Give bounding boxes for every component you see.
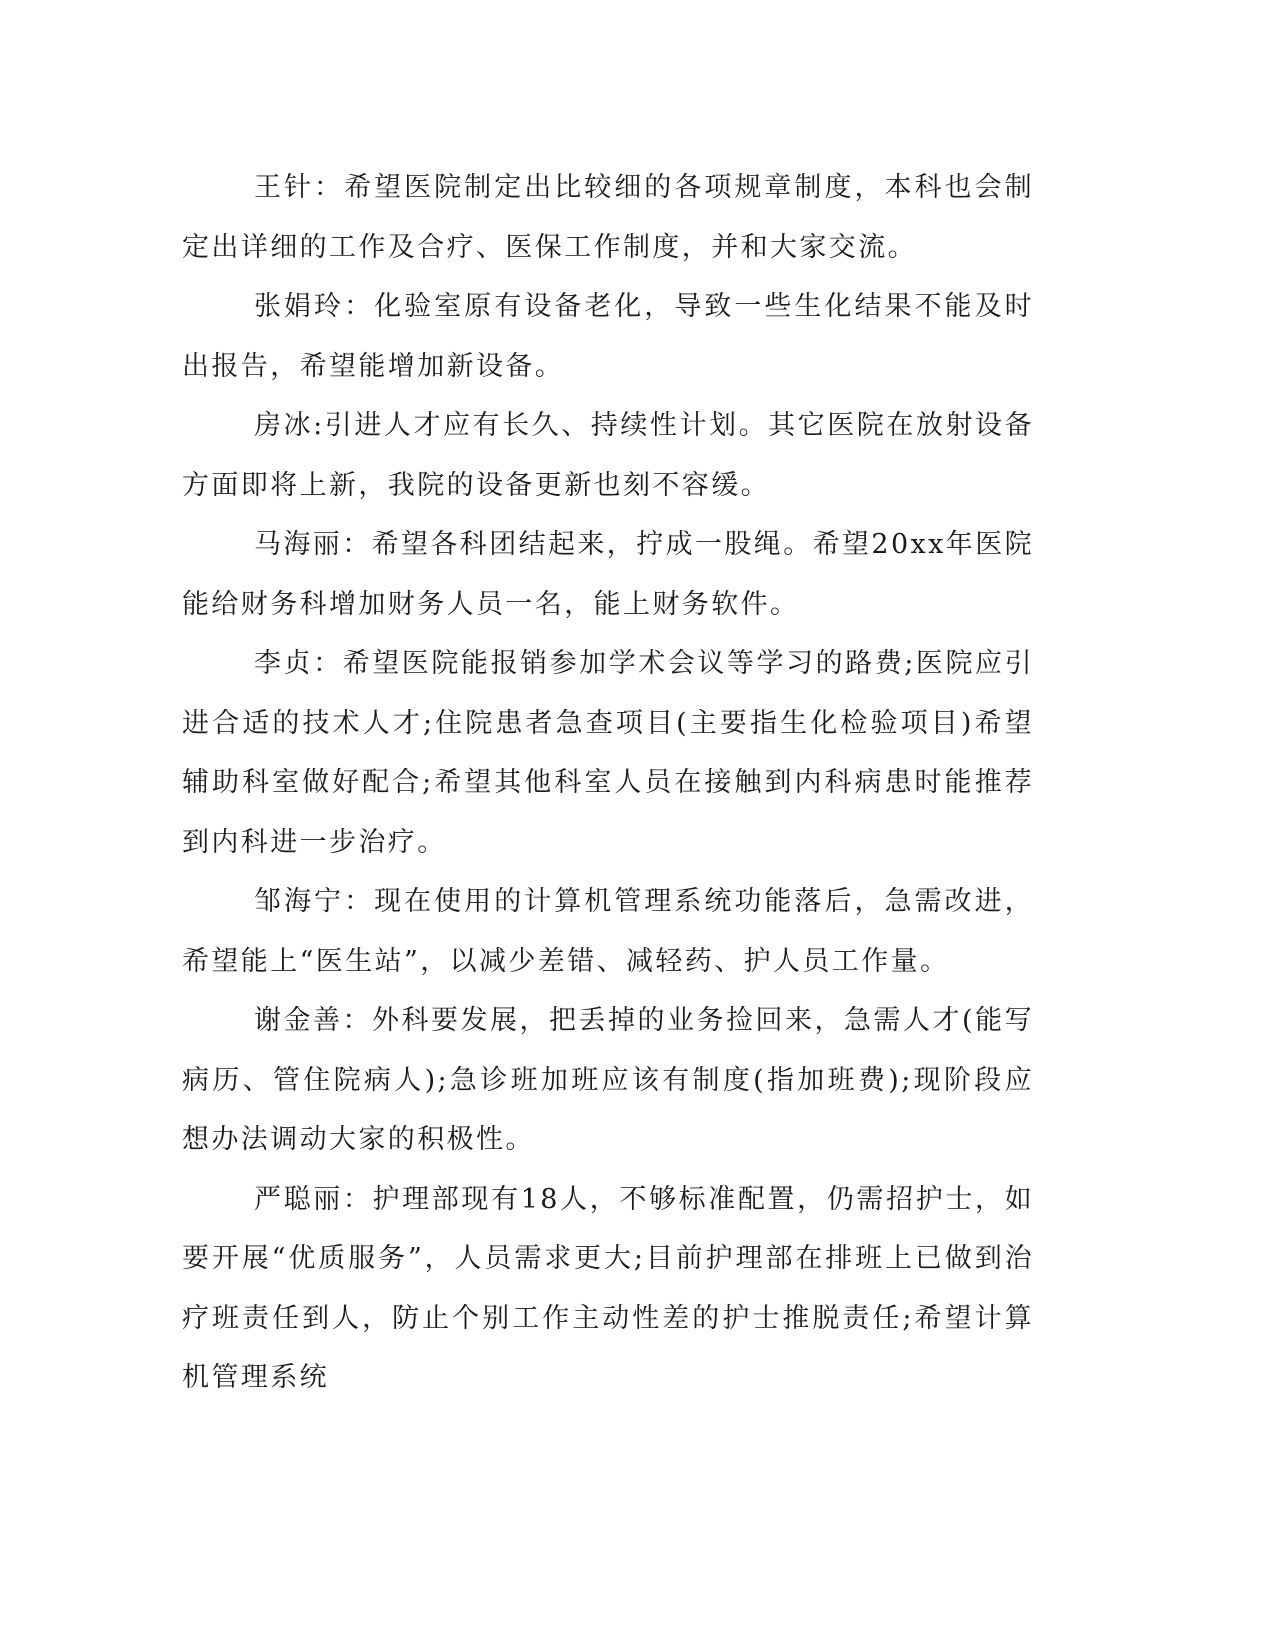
paragraph-zhang-juanling: 张娟玲：化验室原有设备老化，导致一些生化结果不能及时出报告，希望能增加新设备。 — [182, 291, 1034, 382]
paragraph-wang-zhen: 王针：希望医院制定出比较细的各项规章制度，本科也会制定出详细的工作及合疗、医保工作制度，并和大家交流。 — [182, 172, 1034, 263]
paragraph-yan-congli: 严聪丽：护理部现有18人，不够标准配置，仍需招护士，如要开展“优质服务”，人员需求更大;目前护理部在排班上已做到治疗班责任到人，防止个别工作主动性差的护士推脱责任;希望计算机管理系统 — [182, 1183, 1034, 1393]
paragraph-fang-bing: 房冰:引进人才应有长久、持续性计划。其它医院在放射设备方面即将上新，我院的设备更新也刻不容缓。 — [182, 410, 1034, 501]
document-body — [182, 158, 1034, 1408]
paragraph-li-zhen: 李贞：希望医院能报销参加学术会议等学习的路费;医院应引进合适的技术人才;住院患者急查项目(主要指生化检验项目)希望辅助科室做好配合;希望其他科室人员在接触到内科病患时能推荐到内科进一步治疗。 — [182, 648, 1034, 858]
paragraph-ma-haili: 马海丽：希望各科团结起来，拧成一股绳。希望20xx年医院能给财务科增加财务人员一名，能上财务软件。 — [182, 529, 1035, 620]
paragraph-xie-jinshan: 谢金善：外科要发展，把丢掉的业务捡回来，急需人才(能写病历、管住院病人);急诊班加班应该有制度(指加班费);现阶段应想办法调动大家的积极性。 — [182, 1005, 1034, 1155]
paragraph-zou-haining: 邹海宁：现在使用的计算机管理系统功能落后，急需改进，希望能上“医生站”，以减少差错、减轻药、护人员工作量。 — [182, 886, 1034, 977]
